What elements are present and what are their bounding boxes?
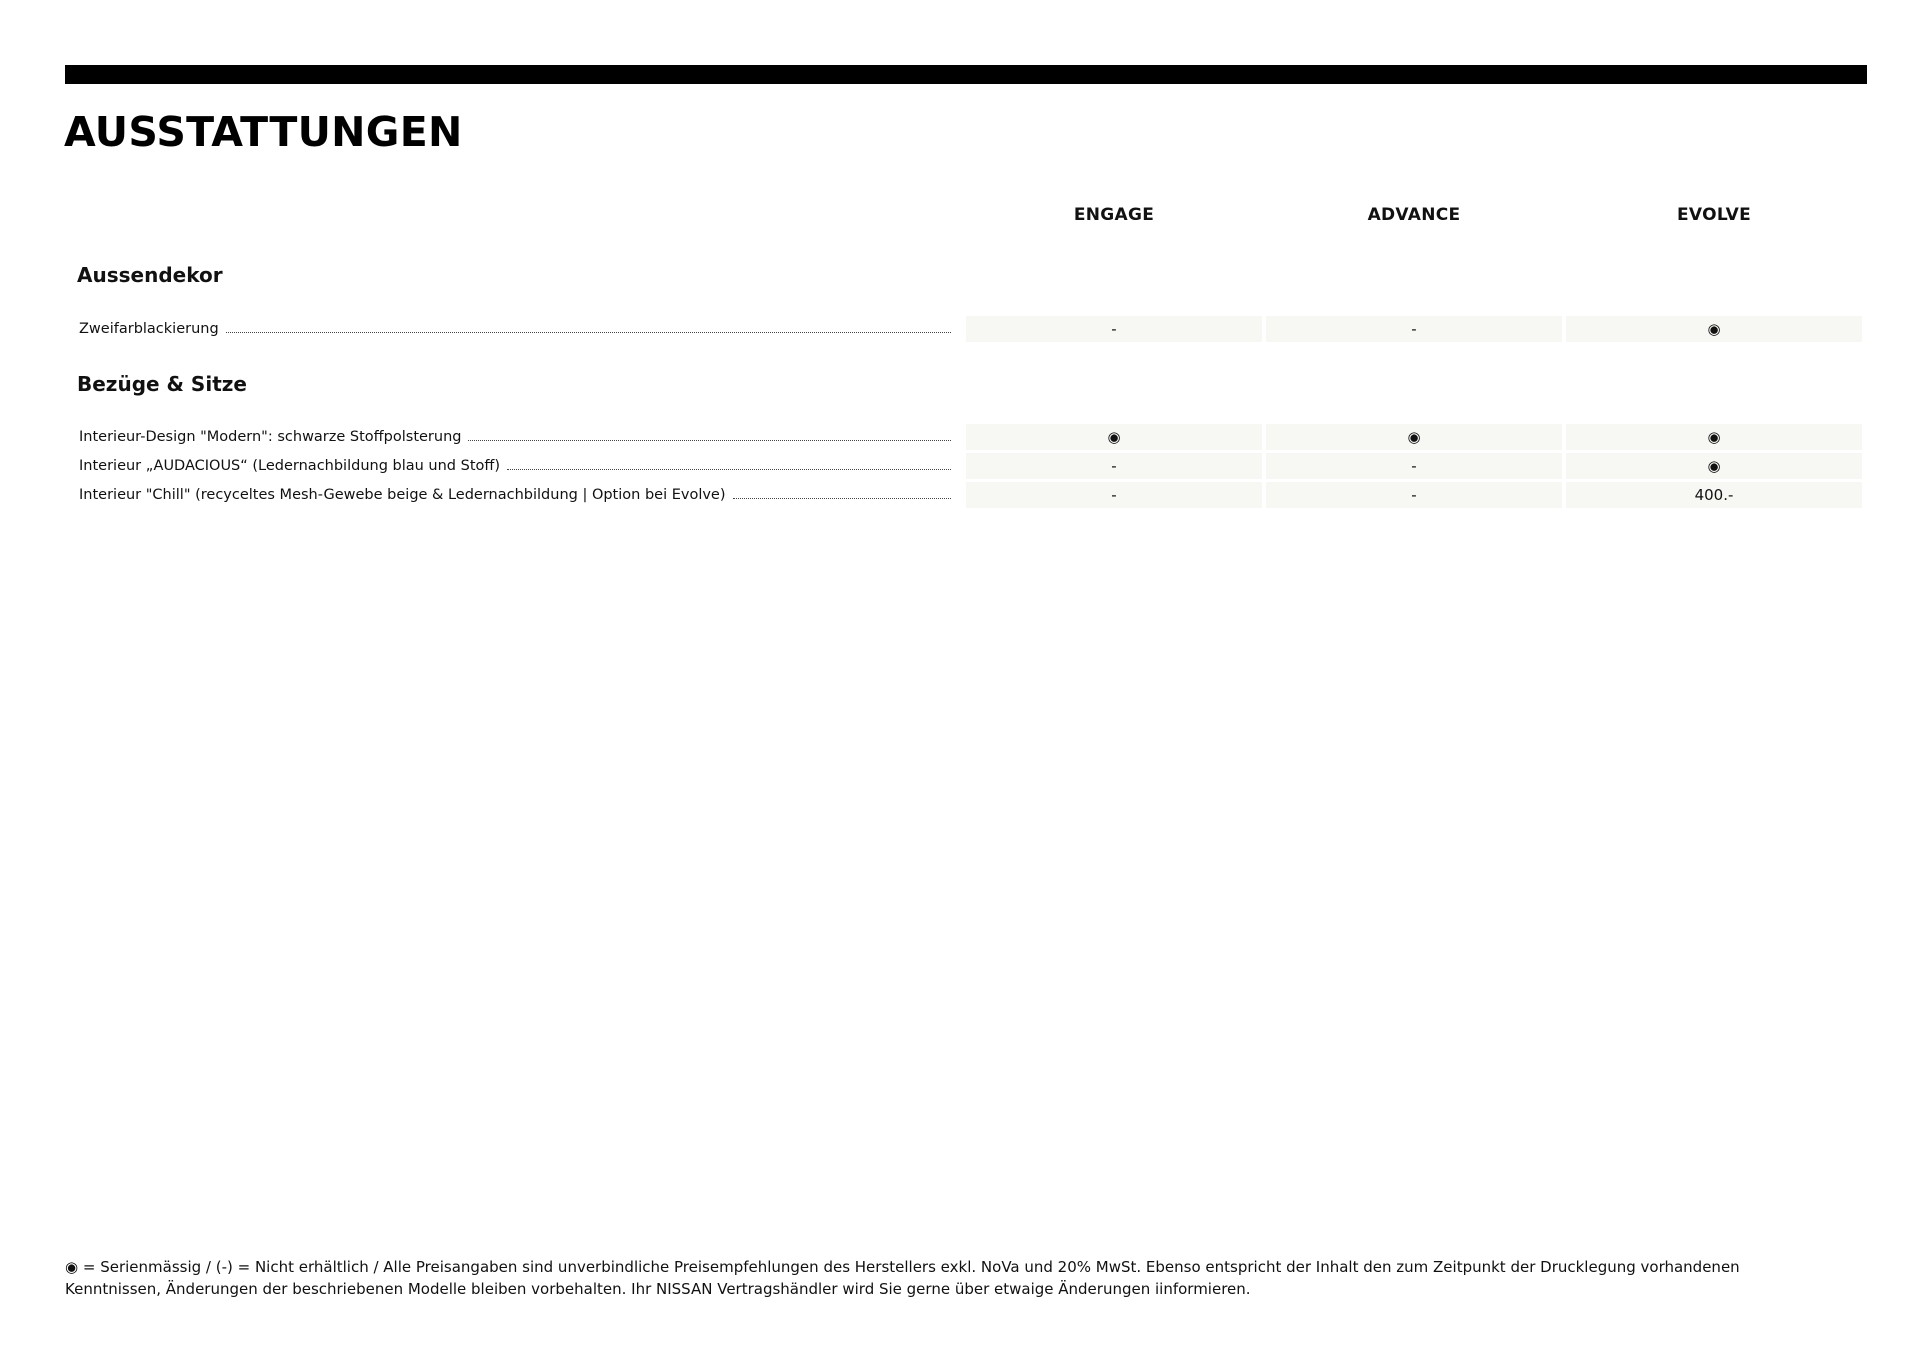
dot-leader <box>226 332 951 333</box>
dot-leader <box>468 440 951 441</box>
cell-engage: - <box>966 316 1262 342</box>
cell-advance: ◉ <box>1266 424 1562 450</box>
row-label <box>79 424 951 450</box>
footnote <box>65 1256 1867 1300</box>
cell-advance: - <box>1266 316 1562 342</box>
footnote-line-2: Kenntnissen, Änderungen der beschriebenen Modelle bleiben vorbehalten. Ihr NISSAN Vertragshändler wird Sie gerne über etwaige Änderungen iinformieren. <box>65 1280 1251 1298</box>
top-rule <box>65 65 1867 84</box>
row-label <box>79 453 951 479</box>
cell-advance: - <box>1266 482 1562 508</box>
footnote-line-1: ◉ = Serienmässig / (-) = Nicht erhältlich / Alle Preisangaben sind unverbindliche Preisempfehlungen des Herstellers exkl. NoVa und 20% MwSt. Ebenso entspricht der Inhalt den zum Zeitpunkt der Drucklegung vorhandenen <box>65 1258 1740 1276</box>
dot-leader <box>507 469 951 470</box>
row-label <box>79 316 951 342</box>
cell-evolve: 400.- <box>1566 482 1862 508</box>
column-header-advance: ADVANCE <box>1367 205 1461 225</box>
cell-advance: - <box>1266 453 1562 479</box>
section-title-aussendekor: Aussendekor <box>77 263 223 287</box>
column-header-engage: ENGAGE <box>1073 205 1155 225</box>
cell-engage: - <box>966 453 1262 479</box>
column-header-evolve: EVOLVE <box>1677 205 1751 225</box>
section-title-bezuege-sitze: Bezüge & Sitze <box>77 372 247 396</box>
row-label-text: Interieur „AUDACIOUS“ (Ledernachbildung blau und Stoff) <box>79 458 501 474</box>
page-title: AUSSTATTUNGEN <box>64 108 463 156</box>
cell-engage: - <box>966 482 1262 508</box>
row-label-text: Interieur "Chill" (recyceltes Mesh-Gewebe beige & Ledernachbildung | Option bei Evolve) <box>79 487 726 503</box>
row-label <box>79 482 951 508</box>
table-row-zweifarblackierung <box>79 316 1867 342</box>
cell-evolve: ◉ <box>1566 316 1862 342</box>
cell-evolve: ◉ <box>1566 453 1862 479</box>
dot-leader <box>733 498 951 499</box>
table-row-interieur-chill <box>79 482 1867 508</box>
row-label-text: Zweifarblackierung <box>79 321 219 337</box>
row-label-text: Interieur-Design "Modern": schwarze Stoffpolsterung <box>79 429 462 445</box>
cell-evolve: ◉ <box>1566 424 1862 450</box>
table-row-interieur-audacious <box>79 453 1867 479</box>
table-row-interieur-modern <box>79 424 1867 450</box>
cell-engage: ◉ <box>966 424 1262 450</box>
